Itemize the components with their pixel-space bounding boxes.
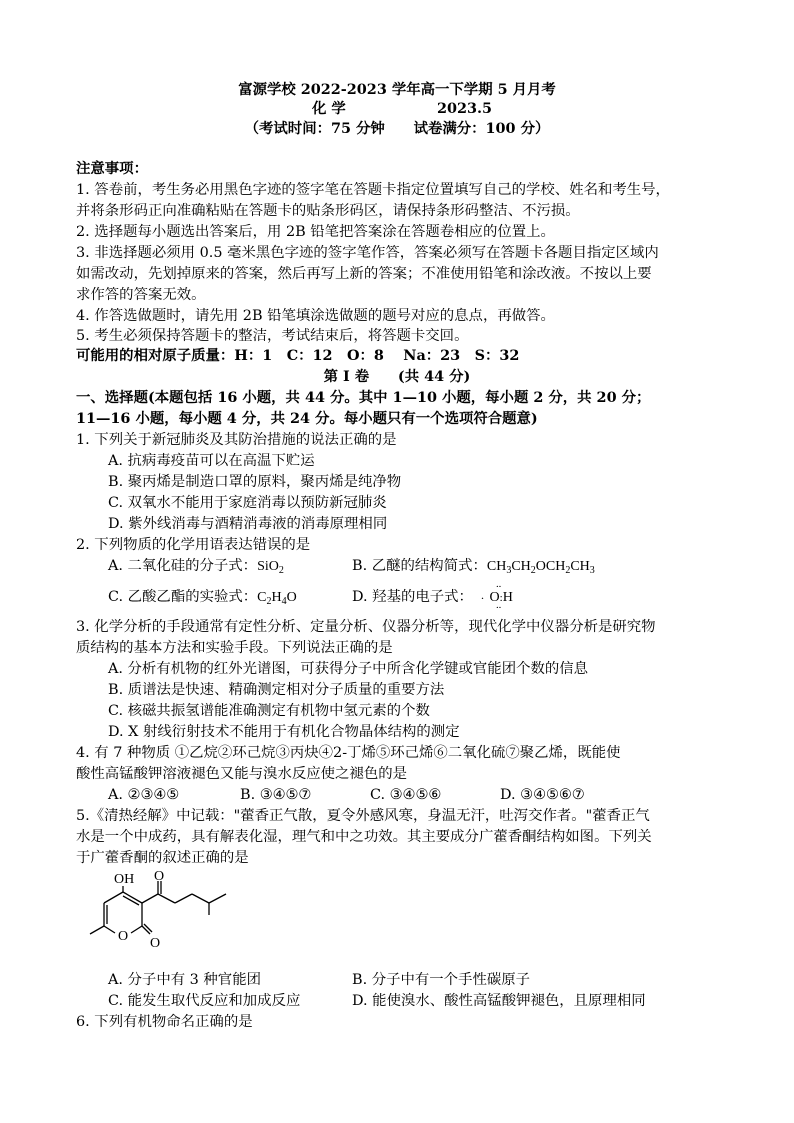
- q2-option-a: [108, 556, 284, 581]
- q2-option-d: [352, 581, 513, 614]
- question-1-stem: 1. 下列关于新冠肺炎及其防治措施的说法正确的是: [76, 432, 397, 448]
- exam-info: （考试时间：75 分钟 试卷满分：100 分）: [244, 120, 550, 137]
- part-title: 第 I 卷 (共 44 分): [323, 368, 471, 385]
- section-instructions: 11—16 小题，每小题 4 分，共 24 分。每小题只有一个选项符合题意): [76, 410, 538, 427]
- bond: [158, 894, 175, 903]
- q1-option-d: D. 紫外线消毒与酒精消毒液的消毒原理相同: [108, 516, 388, 532]
- oh-label: OH: [114, 872, 135, 887]
- q5-option-c: C. 能发生取代反应和加成反应: [108, 993, 301, 1009]
- question-5-stem: 水是一个中成药，具有解表化湿，理气和中之功效。其主要成分广藿香酮结构如图。下列关: [76, 829, 652, 845]
- bond: [209, 894, 226, 903]
- question-3-stem: 3. 化学分析的手段通常有定性分析、定量分析、仪器分析等，现代化学中仪器分析是研究物: [76, 619, 656, 635]
- bond: [175, 894, 192, 903]
- bond: [131, 926, 142, 933]
- note-line: 1. 答卷前，考生务必用黑色字迹的签字笔在答题卡指定位置填写自己的学校、姓名和考生号，: [76, 182, 670, 198]
- q1-option-b: B. 聚丙烯是制造口罩的原料，聚丙烯是纯净物: [108, 474, 402, 490]
- bond: [142, 894, 158, 903]
- notes-heading: 注意事项：: [76, 160, 148, 177]
- question-2-stem: 2. 下列物质的化学用语表达错误的是: [76, 537, 311, 553]
- note-line: 求作答的答案无效。: [76, 287, 206, 303]
- patchoulone-structure: [76, 868, 256, 960]
- question-5-stem: 5.《清热经解》中记载："藿香正气散，夏令外感风寒，身温无汗，吐泻交作者。"藿香正气: [76, 808, 650, 824]
- atomic-mass-line: 可能用的相对原子质量：H：1 C：12 O：8 Na：23 S：32: [76, 347, 520, 364]
- q4-option-c: C. ③④⑤⑥: [370, 787, 442, 803]
- question-6-stem: 6. 下列有机物命名正确的是: [76, 1014, 253, 1030]
- q3-option-c: C. 核磁共振氢谱能准确测定有机物中氢元素的个数: [108, 703, 430, 719]
- question-4-stem: 4. 有 7 种物质 ①乙烷②环己烷③丙炔④2-丁烯⑤环己烯⑥二氧化硫⑦聚乙烯，既能使: [76, 745, 621, 761]
- subject-label: 化 学: [312, 100, 346, 117]
- note-line: 并将条形码正向准确粘贴在答题卡的贴条形码区，请保持条形码整洁、不污损。: [76, 203, 580, 219]
- bond: [192, 894, 209, 903]
- q2-option-d-label: D. 羟基的电子式：: [352, 589, 473, 605]
- section-instructions: 一、选择题(本题包括 16 小题，共 44 分。其中 1—10 小题，每小题 2 分，共 20 分；: [76, 389, 651, 406]
- bond: [142, 926, 150, 934]
- question-4-stem: 酸性高锰酸钾溶液褪色又能与溴水反应使之褪色的是: [76, 766, 407, 782]
- note-line: 5. 考生必须保持答题卡的整洁，考试结束后，将答题卡交回。: [76, 328, 469, 344]
- q4-option-d: D. ③④⑤⑥⑦: [500, 787, 585, 803]
- q3-option-d: D. X 射线衍射技术不能用于有机化合物晶体结构的测定: [108, 724, 460, 740]
- q4-option-b: B. ③④⑤⑦: [240, 787, 312, 803]
- q2-option-b-label: B. 乙醚的结构简式：: [352, 558, 487, 574]
- q5-option-d: D. 能使溴水、酸性高锰酸钾褪色，且原理相同: [352, 993, 646, 1009]
- q5-option-b: B. 分子中有一个手性碳原子: [352, 972, 531, 988]
- q2-option-a-label: A. 二氧化硅的分子式：: [108, 558, 258, 574]
- q1-option-c: C. 双氧水不能用于家庭消毒以预防新冠肺炎: [108, 495, 387, 511]
- q4-option-a: A. ②③④⑤: [108, 787, 180, 803]
- q2-option-c-label: C. 乙酸乙酯的实验式：: [108, 589, 258, 605]
- note-line: 4. 作答选做题时，请先用 2B 铅笔填涂选做题的题号对应的息点，再做答。: [76, 308, 555, 324]
- lactone-oxygen-label: O: [150, 936, 161, 951]
- bond: [90, 926, 104, 934]
- ketone-oxygen-label: O: [154, 869, 165, 884]
- ether-formula: $CH_3CH_2OCH_2CH_3$: [486, 559, 595, 576]
- sio2-formula: SiO$_2$: [257, 559, 284, 576]
- q3-option-b: B. 质谱法是快速、精确测定相对分子质量的重要方法: [108, 682, 445, 698]
- exam-date: 2023.5: [437, 100, 493, 117]
- q2-option-c: [108, 587, 297, 612]
- ester-formula: $C_2H_4O$: [257, 590, 297, 607]
- note-line: 3. 非选择题必须用 0.5 毫米黑色字迹的签字笔作答，答案必须写在答题卡各题目指定区域内: [76, 245, 659, 261]
- exam-title: 富源学校 2022-2023 学年高一下学期 5 月月考: [238, 81, 556, 98]
- question-3-stem: 质结构的基本方法和实验手段。下列说法正确的是: [76, 640, 393, 656]
- question-5-stem: 于广藿香酮的叙述正确的是: [76, 850, 249, 866]
- hydroxyl-electron-dot: · ·· ·· O:H: [480, 581, 513, 614]
- ring-oxygen-label: O: [118, 929, 129, 944]
- q3-option-a: A. 分析有机物的红外光谱图，可获得分子中所含化学键或官能团个数的信息: [108, 661, 589, 677]
- bond: [144, 924, 152, 932]
- note-line: 2. 选择题每小题选出答案后，用 2B 铅笔把答案涂在答题卷相应的位置上。: [76, 224, 555, 240]
- q1-option-a: A. 抗病毒疫苗可以在高温下贮运: [108, 453, 315, 469]
- q2-option-b: [352, 556, 595, 581]
- q5-option-a: A. 分子中有 3 种官能团: [108, 972, 261, 988]
- bond: [104, 892, 123, 903]
- note-line: 如需改动，先划掉原来的答案，然后再写上新的答案；不准使用铅笔和涂改液。不按以上要: [76, 266, 652, 282]
- bond: [104, 926, 115, 933]
